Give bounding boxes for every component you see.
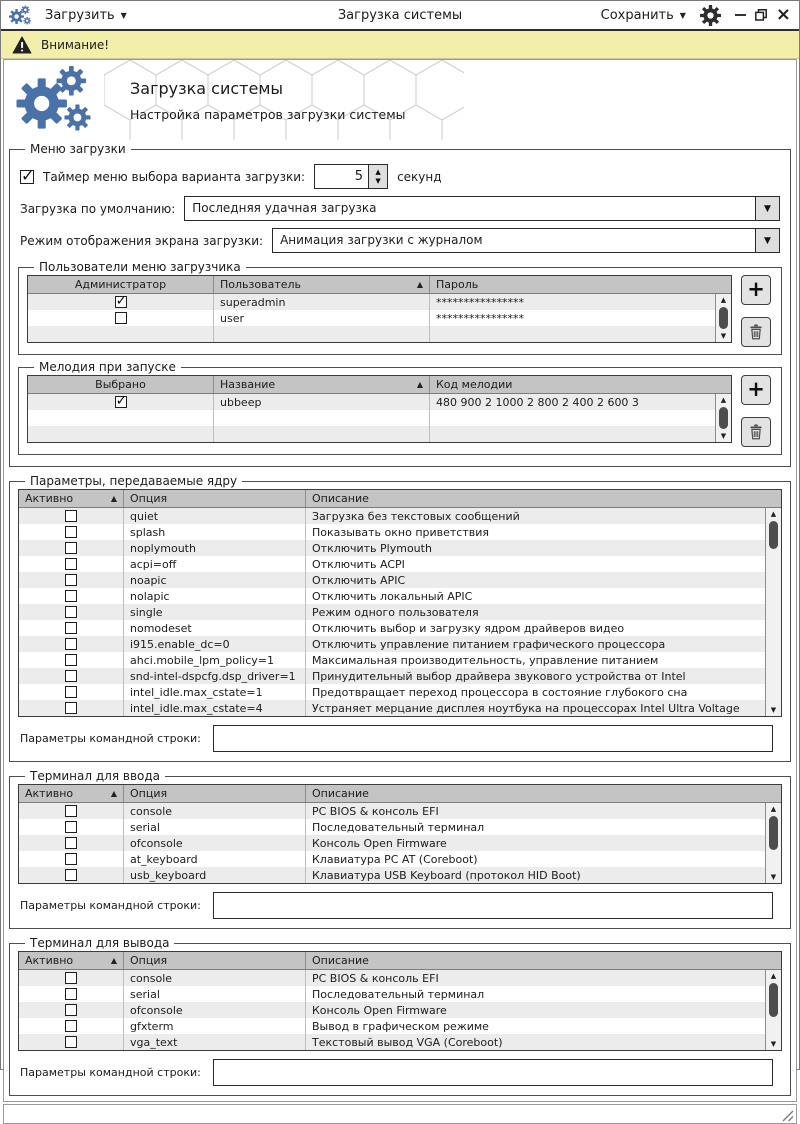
app-header	[4, 60, 796, 140]
active-checkbox[interactable]	[65, 805, 77, 817]
column-header-description[interactable]: Описание	[312, 492, 369, 505]
option-cell: noplymouth	[124, 540, 306, 556]
table-row[interactable]	[19, 620, 765, 636]
spinner-up-icon[interactable]: ▲	[375, 168, 381, 177]
description-cell: Отключить ACPI	[312, 557, 405, 571]
sort-asc-icon: ▲	[110, 494, 117, 503]
active-checkbox[interactable]	[65, 542, 77, 554]
table-row[interactable]	[19, 540, 765, 556]
kernel-params-table	[18, 489, 782, 717]
scroll-up-icon[interactable]: ▲	[720, 396, 727, 404]
description-cell: Отключить Plymouth	[312, 541, 432, 555]
column-header-option[interactable]: Опция	[124, 785, 306, 802]
cmdline-label: Параметры командной строки:	[20, 899, 201, 912]
boot-users-group	[18, 260, 782, 355]
delete-melody-button[interactable]	[741, 417, 771, 447]
selected-checkbox[interactable]	[115, 396, 127, 408]
description-cell: Консоль Open Firmware	[312, 836, 447, 850]
table-row[interactable]	[19, 867, 765, 883]
warning-text: Внимание!	[41, 37, 110, 52]
active-checkbox[interactable]	[65, 1020, 77, 1032]
option-cell: ofconsole	[124, 835, 306, 851]
column-header-option[interactable]: Опция	[124, 490, 306, 507]
close-button[interactable]: ×	[775, 4, 791, 25]
toolbar	[1, 1, 799, 31]
column-header-description[interactable]: Описание	[312, 954, 369, 967]
app-gears-icon	[9, 5, 35, 26]
active-checkbox[interactable]	[65, 638, 77, 650]
column-header-option[interactable]: Опция	[124, 952, 306, 969]
scroll-up-icon[interactable]: ▲	[770, 805, 777, 813]
table-row[interactable]	[19, 1034, 765, 1050]
table-row[interactable]	[19, 700, 765, 716]
column-header-user[interactable]: Пользователь ▲	[214, 276, 430, 293]
column-header-name[interactable]: Название ▲	[214, 376, 430, 393]
scroll-thumb[interactable]	[719, 307, 728, 329]
description-cell: Отключить APIC	[312, 573, 406, 587]
table-row[interactable]	[19, 572, 765, 588]
column-header-active[interactable]: Активно ▲	[19, 785, 124, 802]
option-cell: serial	[124, 986, 306, 1002]
kernel-cmdline-input[interactable]	[213, 725, 773, 752]
table-row[interactable]	[19, 684, 765, 700]
active-checkbox[interactable]	[65, 1036, 77, 1048]
active-checkbox[interactable]	[65, 972, 77, 984]
user-cell: user	[214, 310, 430, 326]
description-cell: Максимальная производительность, управление питанием	[312, 653, 659, 667]
column-header-active[interactable]: Активно ▲	[19, 490, 124, 507]
table-row[interactable]	[19, 851, 765, 867]
chevron-down-icon[interactable]: ▼	[755, 197, 779, 220]
option-cell: usb_keyboard	[124, 867, 306, 883]
user-cell: superadmin	[214, 294, 430, 310]
description-cell: Отключить управление питанием графического процессора	[312, 637, 666, 651]
option-cell: console	[124, 803, 306, 819]
option-cell: nolapic	[124, 588, 306, 604]
melody-code-cell: 480 900 2 1000 2 800 2 400 2 600 3	[436, 395, 639, 409]
add-user-button[interactable]	[741, 275, 771, 305]
admin-checkbox[interactable]	[115, 296, 127, 308]
restore-button[interactable]	[755, 9, 767, 21]
active-checkbox[interactable]	[65, 606, 77, 618]
cmdline-label: Параметры командной строки:	[20, 1066, 201, 1079]
load-menu-label: Загрузить	[45, 7, 115, 23]
description-cell: Консоль Open Firmware	[312, 1003, 447, 1017]
warning-bar	[1, 31, 799, 59]
settings-gear-button[interactable]	[700, 5, 721, 26]
option-cell: noapic	[124, 572, 306, 588]
vertical-scrollbar[interactable]	[715, 394, 731, 442]
status-bar	[3, 1104, 797, 1124]
spinner-down-icon[interactable]: ▼	[375, 176, 381, 185]
boot-menu-legend: Меню загрузки	[30, 142, 126, 156]
scroll-down-icon[interactable]: ▼	[720, 432, 727, 440]
active-checkbox[interactable]	[65, 510, 77, 522]
boot-users-table	[27, 275, 732, 343]
startup-melody-group	[18, 360, 782, 455]
empty-row	[28, 410, 715, 426]
empty-row	[28, 426, 715, 442]
sort-asc-icon: ▲	[416, 280, 423, 289]
app-gears-logo	[16, 66, 104, 134]
input-terminal-cmdline-input[interactable]	[213, 892, 773, 919]
timer-unit-label: секунд	[397, 169, 442, 184]
scroll-thumb[interactable]	[769, 521, 778, 549]
description-cell: PC BIOS & консоль EFI	[312, 804, 439, 818]
option-cell: ahci.mobile_lpm_policy=1	[124, 652, 306, 668]
screen-mode-value: Анимация загрузки с журналом	[280, 233, 483, 247]
option-cell: splash	[124, 524, 306, 540]
option-cell: gfxterm	[124, 1018, 306, 1034]
scroll-up-icon[interactable]: ▲	[770, 972, 777, 980]
active-checkbox[interactable]	[65, 821, 77, 833]
description-cell: Устраняет мерцание дисплея ноутбука на процессорах Intel Ultra Voltage	[312, 701, 740, 715]
table-row[interactable]	[19, 556, 765, 572]
column-header-admin[interactable]: Администратор	[28, 276, 214, 293]
table-row[interactable]	[28, 394, 715, 410]
column-header-selected[interactable]: Выбрано	[28, 376, 214, 393]
trash-icon	[747, 423, 765, 441]
add-melody-button[interactable]	[741, 375, 771, 405]
save-menu-button[interactable]	[601, 8, 686, 23]
table-row[interactable]	[19, 508, 765, 524]
column-header-description[interactable]: Описание	[312, 787, 369, 800]
input-terminal-rows	[19, 803, 765, 883]
option-cell: at_keyboard	[124, 851, 306, 867]
table-row[interactable]	[19, 986, 765, 1002]
default-boot-value: Последняя удачная загрузка	[192, 201, 377, 215]
description-cell: Клавиатура PC AT (Coreboot)	[312, 852, 478, 866]
output-terminal-rows	[19, 970, 765, 1050]
output-terminal-table	[18, 951, 782, 1051]
scroll-down-icon[interactable]: ▼	[770, 706, 777, 714]
option-cell: console	[124, 970, 306, 986]
active-checkbox[interactable]	[65, 574, 77, 586]
startup-melody-legend: Мелодия при запуске	[39, 360, 176, 374]
sort-asc-icon: ▲	[110, 789, 117, 798]
description-cell: PC BIOS & консоль EFI	[312, 971, 439, 985]
scroll-down-icon[interactable]: ▼	[720, 332, 727, 340]
output-terminal-group	[9, 936, 791, 1096]
scroll-down-icon[interactable]: ▼	[770, 1040, 777, 1048]
active-checkbox[interactable]	[65, 622, 77, 634]
scroll-thumb[interactable]	[719, 407, 728, 429]
vertical-scrollbar[interactable]	[765, 803, 781, 883]
window-title: Загрузка системы	[337, 7, 463, 23]
plus-icon: +	[747, 376, 765, 401]
plus-icon: +	[747, 276, 765, 301]
sort-asc-icon: ▲	[110, 956, 117, 965]
active-checkbox[interactable]	[65, 654, 77, 666]
option-cell: vga_text	[124, 1034, 306, 1050]
description-cell: Режим одного пользователя	[312, 605, 479, 619]
table-row[interactable]	[19, 652, 765, 668]
option-cell: quiet	[124, 508, 306, 524]
column-header-active[interactable]: Активно ▲	[19, 952, 124, 969]
melody-rows	[28, 394, 715, 442]
melody-table	[27, 375, 732, 443]
timer-spinner[interactable]	[314, 164, 388, 189]
option-cell: intel_idle.max_cstate=1	[124, 684, 306, 700]
option-cell: nomodeset	[124, 620, 306, 636]
active-checkbox[interactable]	[65, 853, 77, 865]
description-cell: Показывать окно приветствия	[312, 525, 490, 539]
vertical-scrollbar[interactable]	[765, 970, 781, 1050]
scroll-thumb[interactable]	[769, 983, 778, 1017]
description-cell: Вывод в графическом режиме	[312, 1019, 489, 1033]
active-checkbox[interactable]	[65, 869, 77, 881]
scroll-up-icon[interactable]: ▲	[720, 296, 727, 304]
option-cell: acpi=off	[124, 556, 306, 572]
active-checkbox[interactable]	[65, 988, 77, 1000]
vertical-scrollbar[interactable]	[765, 508, 781, 716]
trash-icon	[747, 323, 765, 341]
table-row[interactable]	[28, 294, 715, 310]
output-terminal-cmdline-input[interactable]	[213, 1059, 773, 1086]
active-checkbox[interactable]	[65, 558, 77, 570]
table-row[interactable]	[19, 636, 765, 652]
default-boot-combobox[interactable]	[184, 196, 780, 221]
active-checkbox[interactable]	[65, 1004, 77, 1016]
description-cell: Последовательный терминал	[312, 987, 485, 1001]
default-boot-label: Загрузка по умолчанию:	[20, 201, 176, 216]
save-menu-label: Сохранить	[600, 7, 674, 23]
cmdline-label: Параметры командной строки:	[20, 732, 201, 745]
active-checkbox[interactable]	[65, 702, 77, 714]
table-row[interactable]	[19, 1018, 765, 1034]
boot-users-legend: Пользователи меню загрузчика	[39, 260, 241, 274]
description-cell: Загрузка без текстовых сообщений	[312, 509, 520, 523]
scroll-down-icon[interactable]: ▼	[770, 873, 777, 881]
vertical-scrollbar[interactable]	[715, 294, 731, 342]
description-cell: Отключить выбор и загрузку ядром драйверов видео	[312, 621, 625, 635]
chevron-down-icon: ▼	[120, 10, 127, 20]
description-cell: Предотвращает переход процессора в состояние глубокого сна	[312, 685, 688, 699]
column-header-melody-code[interactable]: Код мелодии	[436, 378, 513, 391]
resize-grip[interactable]	[780, 1108, 794, 1122]
kernel-params-rows	[19, 508, 765, 716]
empty-row	[28, 326, 715, 342]
boot-users-rows	[28, 294, 715, 342]
input-terminal-table	[18, 784, 782, 884]
description-cell: Клавиатура USB Keyboard (протокол HID Boot)	[312, 868, 581, 882]
table-row[interactable]	[19, 1002, 765, 1018]
screen-mode-combobox[interactable]	[272, 228, 780, 253]
chevron-down-icon[interactable]: ▼	[755, 229, 779, 252]
kernel-params-group	[9, 474, 791, 762]
password-cell: ****************	[436, 295, 524, 309]
input-terminal-group	[9, 769, 791, 929]
output-terminal-legend: Терминал для вывода	[30, 936, 170, 950]
kernel-params-legend: Параметры, передаваемые ядру	[30, 474, 238, 488]
spinner-arrows[interactable]	[368, 165, 387, 188]
table-row[interactable]	[19, 604, 765, 620]
table-row[interactable]	[19, 524, 765, 540]
option-cell: intel_idle.max_cstate=4	[124, 700, 306, 716]
minimize-button[interactable]	[735, 14, 746, 17]
option-cell: snd-intel-dspcfg.dsp_driver=1	[124, 668, 306, 684]
column-header-password[interactable]: Пароль	[436, 278, 479, 291]
table-row[interactable]	[19, 803, 765, 819]
active-checkbox[interactable]	[65, 526, 77, 538]
admin-checkbox[interactable]	[115, 312, 127, 324]
table-row[interactable]	[19, 819, 765, 835]
warning-icon	[12, 36, 32, 54]
sort-asc-icon: ▲	[416, 380, 423, 389]
page-subtitle: Настройка параметров загрузки системы	[130, 106, 406, 122]
delete-user-button[interactable]	[741, 317, 771, 347]
table-row[interactable]	[19, 588, 765, 604]
active-checkbox[interactable]	[65, 686, 77, 698]
table-row[interactable]	[28, 310, 715, 326]
option-cell: serial	[124, 819, 306, 835]
page-title: Загрузка системы	[130, 78, 284, 98]
option-cell: single	[124, 604, 306, 620]
scroll-thumb[interactable]	[769, 816, 778, 850]
timer-value: 5	[354, 169, 364, 184]
description-cell: Отключить локальный APIC	[312, 589, 473, 603]
timer-checkbox[interactable]	[20, 170, 34, 184]
input-terminal-legend: Терминал для ввода	[30, 769, 161, 783]
active-checkbox[interactable]	[65, 670, 77, 682]
timer-label: Таймер меню выбора варианта загрузки:	[43, 169, 306, 184]
table-row[interactable]	[19, 970, 765, 986]
password-cell: ****************	[436, 311, 524, 325]
table-row[interactable]	[19, 835, 765, 851]
active-checkbox[interactable]	[65, 590, 77, 602]
boot-menu-group	[9, 142, 791, 467]
description-cell: Текстовый вывод VGA (Coreboot)	[312, 1035, 503, 1049]
load-menu-button[interactable]	[45, 8, 127, 23]
scroll-up-icon[interactable]: ▲	[770, 510, 777, 518]
description-cell: Последовательный терминал	[312, 820, 485, 834]
option-cell: ofconsole	[124, 1002, 306, 1018]
active-checkbox[interactable]	[65, 837, 77, 849]
main-area	[3, 59, 797, 1102]
melody-name-cell: ubbeep	[214, 394, 430, 410]
table-row[interactable]	[19, 668, 765, 684]
chevron-down-icon: ▼	[679, 10, 686, 20]
description-cell: Принудительный выбор драйвера звукового устройства от Intel	[312, 669, 686, 683]
screen-mode-label: Режим отображения экрана загрузки:	[20, 233, 264, 248]
option-cell: i915.enable_dc=0	[124, 636, 306, 652]
